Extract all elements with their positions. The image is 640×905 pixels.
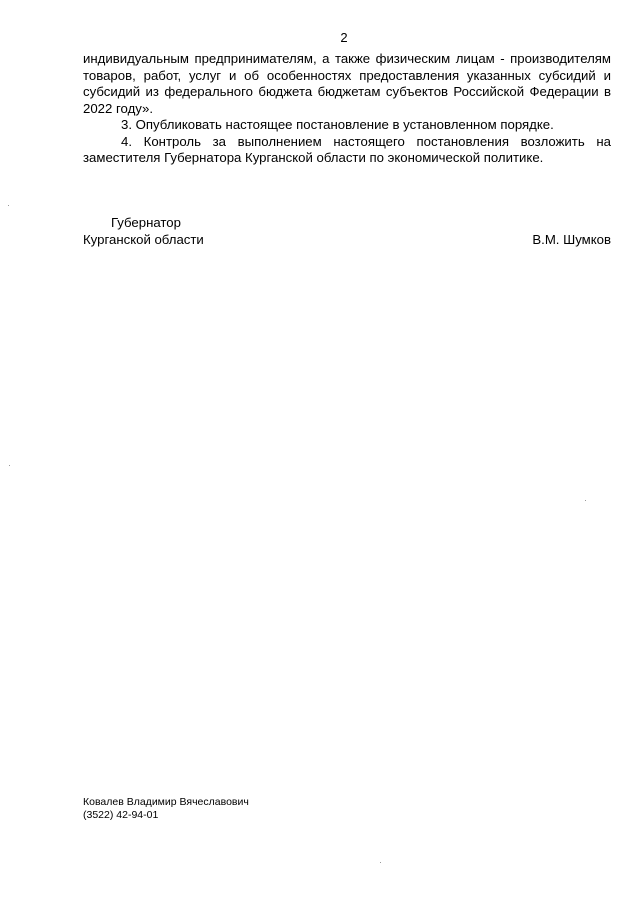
contact-name: Ковалев Владимир Вячеславович [83, 796, 249, 808]
paragraph-item-3: 3. Опубликовать настоящее постановление в установленном порядке. [121, 117, 554, 132]
signature-row [83, 231, 611, 248]
document-body [83, 51, 611, 167]
scan-speck [8, 205, 9, 206]
scan-speck [585, 500, 586, 501]
scan-speck [380, 862, 381, 863]
paragraph-item-4: 4. Контроль за выполнением настоящего постановления возложить на заместителя Губернатора Курганской области по экономической политике. [83, 133, 611, 165]
signature-block [83, 214, 611, 248]
contact-block [83, 796, 249, 822]
scan-speck [9, 465, 10, 466]
contact-phone: (3522) 42-94-01 [83, 809, 159, 821]
signature-title-line1: Губернатор [111, 215, 181, 230]
signature-title-line2: Курганской области [83, 232, 204, 247]
page-number: 2 [340, 30, 348, 45]
signature-name: В.М. Шумков [532, 232, 611, 247]
paragraph-continuation: индивидуальным предпринимателям, а также физическим лицам - производителям товаров, работ, услуг и об особенностях предоставления указанных субсидий и субсидий из федерального бюджета бюджетам субъектов Российской Федерации в 2022 году». [83, 51, 611, 116]
